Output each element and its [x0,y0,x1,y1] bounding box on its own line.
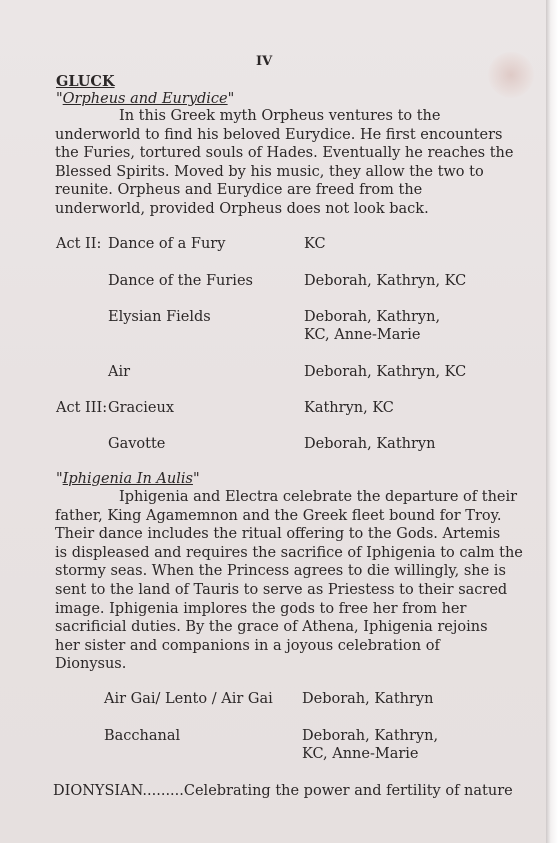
dancers: Deborah, Kathryn [302,691,434,707]
dancers: Kathryn, KC [304,400,394,416]
dancers: KC, Anne-Marie [302,746,419,762]
synopsis-line: stormy seas. When the Princess agrees to die willingly, she is [55,563,506,580]
piece-name: Dance of a Fury [108,236,226,252]
piece-name: Elysian Fields [108,309,211,325]
piece-name: Gracieux [108,400,175,416]
page-number: IV [256,54,273,69]
iphigenia-synopsis [55,488,523,674]
dancers: KC, Anne-Marie [304,327,421,343]
dancers: KC [304,236,326,252]
act-label: Act II: [56,236,102,252]
page-edge-shadow [546,0,558,843]
synopsis-line: her sister and companions in a joyous celebration of [55,637,440,654]
synopsis-line: reunite. Orpheus and Eurydice are freed from the [55,182,423,199]
synopsis-line: the Furies, tortured souls of Hades. Eventually he reaches the [55,145,514,162]
synopsis-line: is displeased and requires the sacrifice of Iphigenia to calm the [55,544,523,561]
piece-name: Air [108,364,131,380]
footer-line: DIONYSIAN.........Celebrating the power and fertility of nature [53,783,513,799]
synopsis-line: Blessed Spirits. Moved by his music, they allow the two to [55,163,484,180]
synopsis-line: Dionysus. [55,656,127,673]
dancers: Deborah, Kathryn, KC [304,364,467,380]
work-title-iphigenia: "Iphigenia In Aulis" [56,471,200,487]
dancers: Deborah, Kathryn, [304,309,441,325]
paper-stain [488,52,534,98]
synopsis-line: underworld, provided Orpheus does not look back. [55,200,429,217]
synopsis-line: image. Iphigenia implores the gods to free her from her [55,600,467,617]
work-title-orpheus-text: Orpheus and Eurydice [62,91,228,107]
synopsis-line: underworld to find his beloved Eurydice. He first encounters [55,126,503,143]
synopsis-line: father, King Agamemnon and the Greek fleet bound for Troy. [55,507,502,524]
synopsis-line: In this Greek myth Orpheus ventures to the [119,108,441,124]
piece-name: Air Gai/ Lento / Air Gai [104,691,273,707]
dancers: Deborah, Kathryn [304,436,436,452]
work-title-orpheus: "Orpheus and Eurydice" [56,91,235,107]
synopsis-line: Iphigenia and Electra celebrate the departure of their [119,489,518,505]
piece-name: Bacchanal [104,728,181,744]
dancers: Deborah, Kathryn, KC [304,273,467,289]
act-label: Act III: [56,400,108,416]
dancers: Deborah, Kathryn, [302,728,439,744]
piece-name: Dance of the Furies [108,273,253,289]
synopsis-line: sacrificial duties. By the grace of Athena, Iphigenia rejoins [55,619,488,636]
synopsis-line: sent to the land of Tauris to serve as Priestess to their sacred [55,581,508,598]
synopsis-line: Their dance includes the ritual offering to the Gods. Artemis [55,526,501,543]
composer-heading: GLUCK [56,73,115,90]
work-title-iphigenia-text: Iphigenia In Aulis [62,471,193,487]
orpheus-synopsis [55,107,514,219]
piece-name: Gavotte [108,436,166,452]
